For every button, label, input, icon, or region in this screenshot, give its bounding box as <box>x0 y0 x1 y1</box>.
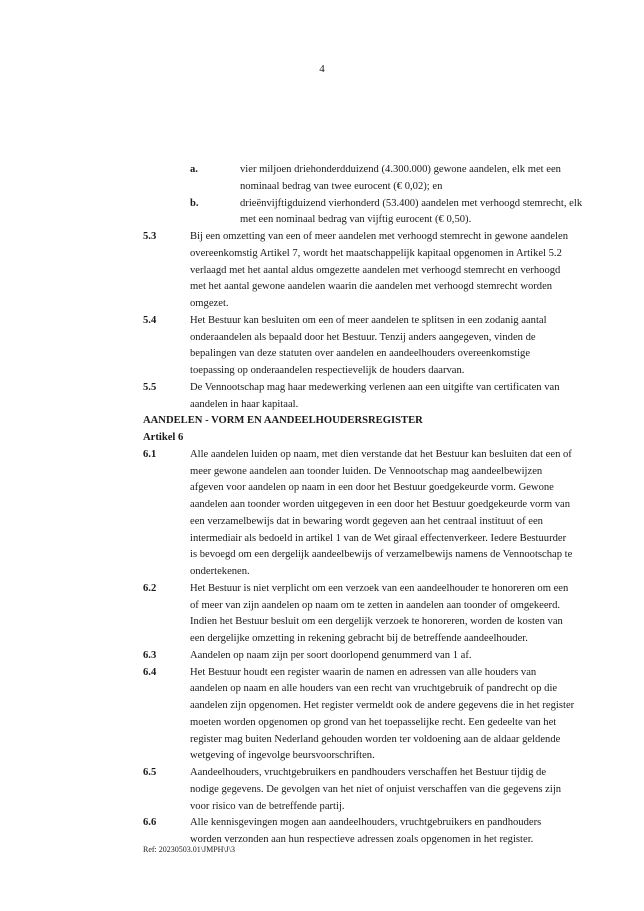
clause-text <box>190 648 472 665</box>
clause-number: 5.5 <box>143 381 157 393</box>
clause <box>143 665 575 766</box>
clause-text <box>240 162 561 196</box>
text-line: moeten worden opgenomen op grond van het toepasselijke recht. Een gedeelte van het <box>190 716 557 728</box>
clause <box>143 581 569 648</box>
clause <box>143 447 573 581</box>
text-line: De Vennootschap mag haar medewerking verlenen aan een uitgifte van certificaten van <box>190 381 560 393</box>
text-line: ondertekenen. <box>190 566 250 577</box>
text-line: nodige gegevens. De gevolgen van het niet of onjuist verschaffen van die gegevens zijn <box>190 783 562 795</box>
text-line: register mag buiten Nederland gehouden worden ter voldoening aan de aldaar geldende <box>190 733 561 745</box>
clauses-article-6 <box>143 447 575 849</box>
text-line: aandelen zijn opgenomen. Het register vermeldt ook de andere gegevens die in het register <box>190 700 575 711</box>
clause-number: b. <box>190 197 199 209</box>
text-line: nominaal bedrag van twee eurocent (€ 0,02); en <box>240 180 443 192</box>
text-line: aandelen in haar kapitaal. <box>190 398 299 410</box>
text-line: een verzamelbewijs dat in bewaring wordt gegeven aan het centraal instituut of een <box>190 515 543 527</box>
clause <box>143 815 563 849</box>
clause <box>143 380 563 414</box>
clauses-article-5 <box>143 229 568 413</box>
text-line: meer gewone aandelen aan toonder luiden. De Vennootschap mag aandeelbewijzen <box>190 465 543 477</box>
text-line: Het Bestuur kan besluiten om een of meer aandelen te splitsen in een zodanig aantal <box>190 314 547 326</box>
clause-number: 5.3 <box>143 231 157 242</box>
footer-reference: Ref: 20230503.01\JMPH\J\3 <box>143 845 236 854</box>
clause-text <box>190 447 572 581</box>
text-line: worden verzonden aan hun respectieve adressen zoals opgenomen in het register. <box>190 834 534 845</box>
sub-item-list <box>143 162 583 229</box>
clause-number: 6.3 <box>143 649 157 661</box>
clause <box>143 648 563 665</box>
text-line: Het Bestuur houdt een register waarin de namen en adressen van alle houders van <box>190 666 537 678</box>
text-line: Alle kennisgevingen mogen aan aandeelhouders, vruchtgebruikers en pandhouders <box>190 817 542 829</box>
clause-text <box>240 196 582 230</box>
clause-text <box>190 581 568 648</box>
text-line: onderaandelen als bepaald door het Bestuur. Tenzij anders aangegeven, vinden de <box>190 331 536 343</box>
clause-number: 6.2 <box>143 582 157 594</box>
text-line: Aandelen op naam zijn per soort doorlopend genummerd van 1 af. <box>190 649 472 661</box>
clause-number: 6.4 <box>143 666 157 678</box>
clause-text <box>190 665 574 766</box>
text-line: verlaagd met het aantal aldus omgezette aandelen met verhoogd stemrecht en verhoogd <box>190 264 561 276</box>
clause-text <box>190 815 541 849</box>
document-body <box>143 162 583 849</box>
text-line: of meer van zijn aandelen op naam om te zetten in aandelen aan toonder of omgekeerd. <box>190 599 561 611</box>
clause-number: a. <box>190 164 198 175</box>
text-line: een dergelijke omzetting in rekening gebracht bij de betreffende aandeelhouder. <box>190 633 528 644</box>
clause-text <box>190 380 560 414</box>
text-line: wetgeving of ingevolge beursvoorschriften. <box>190 750 375 762</box>
text-line: Bij een omzetting van een of meer aandelen met verhoogd stemrecht in gewone aandelen <box>190 231 568 242</box>
text-line: overeenkomstig Artikel 7, wordt het maatschappelijk kapitaal opgenomen in Artikel 5.2 <box>190 247 562 259</box>
clause <box>143 765 563 815</box>
clause-number: 6.5 <box>143 767 157 778</box>
text-line: aandelen aan toonder worden uitgegeven in een door het Bestuur goedgekeurde vorm van <box>190 499 571 510</box>
clause-number: 6.1 <box>143 448 157 460</box>
text-line: afgeven voor aandelen op naam in een door het Bestuur goedgekeurde vorm. Gewone <box>190 482 554 494</box>
sub-item <box>143 196 583 230</box>
text-line: toepassing op onderaandelen respectievelijk de houders daarvan. <box>190 365 465 376</box>
clause-text <box>190 313 547 380</box>
text-line: voor risico van de betreffende partij. <box>190 800 345 812</box>
text-line: Aandeelhouders, vruchtgebruikers en pandhouders verschaffen het Bestuur tijdig de <box>190 767 547 778</box>
text-line: intermediair als bedoeld in artikel 1 van de Wet giraal effectenverkeer. Iedere Bestuurder <box>190 532 567 544</box>
text-line: vier miljoen driehonderdduizend (4.300.000) gewone aandelen, elk met een <box>240 164 561 175</box>
text-line: Alle aandelen luiden op naam, met dien verstande dat het Bestuur kan besluiten dat een of <box>190 448 572 460</box>
clause-text <box>190 765 561 815</box>
text-line: met een nominaal bedrag van vijftig eurocent (€ 0,50). <box>240 214 472 226</box>
text-line: aandelen op naam en alle houders van een recht van vruchtgebruik of pandrecht op die <box>190 683 558 695</box>
text-line: is bevoegd om een dergelijk aandeelbewijs of verzamelbewijs namens de Vennootschap te <box>190 549 573 561</box>
text-line: Het Bestuur is niet verplicht om een verzoek van een aandeelhouder te honoreren om een <box>190 582 569 594</box>
clause <box>143 229 568 313</box>
section-heading: AANDELEN - VORM EN AANDEELHOUDERSREGISTER <box>143 415 423 427</box>
sub-item <box>143 162 563 196</box>
text-line: bepalingen van deze statuten over aandelen en aandeelhouders overeenkomstige <box>190 348 531 360</box>
text-line: Indien het Bestuur besluit om een dergelijk verzoek te honoreren, worden de kosten van <box>190 616 563 628</box>
article-heading: Artikel 6 <box>143 432 184 443</box>
page-number: 4 <box>319 63 325 75</box>
clause-text <box>190 229 568 313</box>
text-line: met het aantal gewone aandelen waarin die aandelen met verhoogd stemrecht worden <box>190 281 553 293</box>
clause-number: 5.4 <box>143 314 157 326</box>
clause <box>143 313 563 380</box>
text-line: drieënvijftigduizend vierhonderd (53.400) aandelen met verhoogd stemrecht, elk <box>240 197 583 209</box>
clause-number: 6.6 <box>143 817 157 829</box>
text-line: omgezet. <box>190 298 229 309</box>
